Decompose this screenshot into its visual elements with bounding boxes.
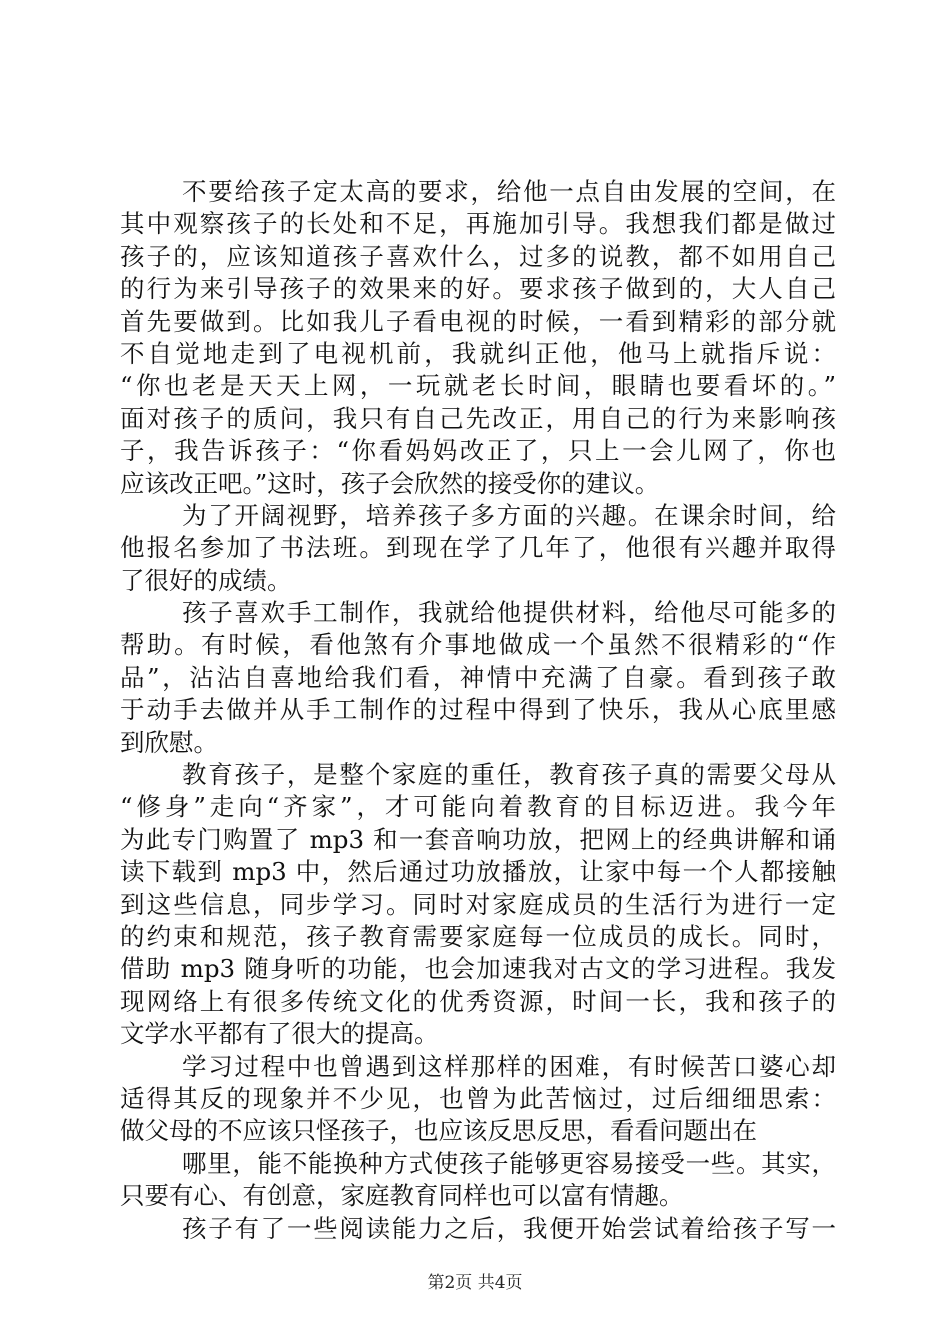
text-line: 品”，沾沾自喜地给我们看，神情中充满了自豪。看到孩子敢: [120, 662, 836, 692]
text-line: 应该改正吧。”这时，孩子会欣然的接受你的建议。: [120, 468, 660, 498]
text-line: 教育孩子，是整个家庭的重任，教育孩子真的需要父母从: [182, 760, 836, 790]
text-line: 适得其反的现象并不少见，也曾为此苦恼过，过后细细思索：: [120, 1083, 836, 1113]
body-text: [120, 176, 836, 1245]
text-line: 的行为来引导孩子的效果来的好。要求孩子做到的，大人自己: [120, 274, 836, 304]
text-line: 借助 mp3 随身听的功能，也会加速我对古文的学习进程。我发: [120, 954, 836, 984]
text-line: 学习过程中也曾遇到这样那样的困难，有时候苦口婆心却: [182, 1051, 836, 1081]
text-line: 为了开阔视野，培养孩子多方面的兴趣。在课余时间，给: [182, 500, 836, 530]
page-footer: 第2页 共4页: [427, 1273, 523, 1293]
text-line: 到这些信息，同步学习。同时对家庭成员的生活行为进行一定: [120, 889, 836, 919]
text-line: 做父母的不应该只怪孩子，也应该反思反思，看看问题出在: [120, 1116, 757, 1146]
text-line: 的约束和规范，孩子教育需要家庭每一位成员的成长。同时，: [120, 921, 836, 951]
text-line: 文学水平都有了很大的提高。: [120, 1019, 439, 1049]
text-line: “修身”走向“齐家”，才可能向着教育的目标迈进。我今年: [120, 792, 836, 822]
text-line: 为此专门购置了 mp3 和一套音响功放，把网上的经典讲解和诵: [120, 824, 836, 854]
text-line: 子，我告诉孩子：“你看妈妈改正了，只上一会儿网了，你也: [120, 436, 836, 466]
text-line: 于动手去做并从手工制作的过程中得到了快乐，我从心底里感: [120, 695, 836, 725]
text-line: 读下载到 mp3 中，然后通过功放播放，让家中每一个人都接触: [120, 857, 836, 887]
text-line: 了很好的成绩。: [120, 565, 292, 595]
text-line: 到欣慰。: [120, 727, 218, 757]
text-line: 现网络上有很多传统文化的优秀资源，时间一长，我和孩子的: [120, 986, 836, 1016]
text-line: 不要给孩子定太高的要求，给他一点自由发展的空间，在: [182, 177, 836, 206]
text-line: 孩子的，应该知道孩子喜欢什么，过多的说教，都不如用自己: [120, 241, 836, 271]
text-line: 其中观察孩子的长处和不足，再施加引导。我想我们都是做过: [120, 209, 836, 239]
text-line: 帮助。有时候，看他煞有介事地做成一个虽然不很精彩的“作: [120, 630, 836, 660]
text-line: 首先要做到。比如我儿子看电视的时候，一看到精彩的部分就: [120, 306, 836, 336]
text-line: 面对孩子的质问，我只有自己先改正，用自己的行为来影响孩: [120, 403, 836, 433]
text-line: 只要有心、有创意，家庭教育同样也可以富有情趣。: [120, 1181, 684, 1211]
text-line: 孩子有了一些阅读能力之后，我便开始尝试着给孩子写一: [182, 1213, 836, 1243]
text-line: 不自觉地走到了电视机前，我就纠正他，他马上就指斥说：: [120, 338, 836, 368]
text-line: 他报名参加了书法班。到现在学了几年了，他很有兴趣并取得: [120, 533, 836, 563]
text-line: 哪里，能不能换种方式使孩子能够更容易接受一些。其实，: [182, 1148, 836, 1178]
text-line: “你也老是天天上网，一玩就老长时间，眼睛也要看坏的。”: [120, 371, 836, 401]
text-line: 孩子喜欢手工制作，我就给他提供材料，给他尽可能多的: [182, 598, 836, 628]
